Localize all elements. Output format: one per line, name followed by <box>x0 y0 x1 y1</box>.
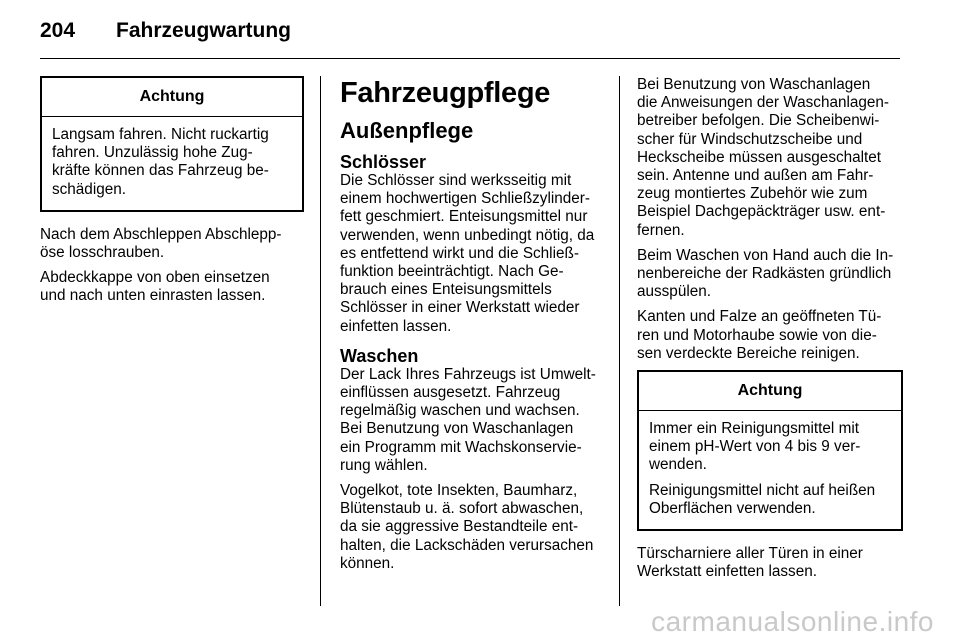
paragraph: Kanten und Falze an geöffneten Tü- ren und Motorhaube sowie von die- sen verdeckte Bereiche reinigen. <box>637 308 882 362</box>
right-column <box>637 76 903 588</box>
warning-title: Achtung <box>639 372 901 411</box>
chapter-title: Fahrzeugwartung <box>116 19 292 42</box>
paragraph: Türscharniere aller Türen in einer Werkstatt einfetten lassen. <box>637 545 863 581</box>
warning-body <box>639 411 901 529</box>
topic-heading-locks: Schlösser <box>340 152 427 172</box>
column-divider <box>320 76 321 606</box>
warning-body <box>42 117 302 210</box>
paragraph: Vogelkot, tote Insekten, Baumharz, Blütenstaub u. ä. sofort abwaschen, da sie aggressive Bestandteile ent- halten, die Lackschäden verursachen können. <box>340 482 594 572</box>
watermark: carmanualsonline.info <box>651 606 934 637</box>
section-heading: Fahrzeugpflege <box>340 77 551 109</box>
paragraph: Bei Benutzung von Waschanlagen die Anweisungen der Waschanlagen- betreiber befolgen. Die Scheibenwi- scher für Windschutzscheibe und Heckscheibe müssen ausgeschaltet sein. Antenne und außen am Fahr- zeug montiertes Zubehör wie zum Beispiel Dachgepäckträger usw. ent- fernen. <box>637 76 889 239</box>
paragraph: Abdeckkappe von oben einsetzen und nach unten einrasten lassen. <box>40 269 270 305</box>
topic-heading-washing: Waschen <box>340 345 419 366</box>
warning-text: Immer ein Reinigungsmittel mit einem pH-Wert von 4 bis 9 ver- wenden. <box>649 420 861 474</box>
paragraph: Nach dem Abschleppen Abschlepp- öse losschrauben. <box>40 225 282 262</box>
left-column <box>40 76 304 313</box>
warning-text: Langsam fahren. Nicht ruckartig fahren. Unzulässig hohe Zug- kräfte können das Fahrzeug be- schädigen. <box>52 126 269 198</box>
warning-box <box>40 76 304 212</box>
warning-text: Reinigungsmittel nicht auf heißen Oberflächen verwenden. <box>649 481 876 517</box>
page-header <box>40 14 291 48</box>
header-rule <box>40 58 900 59</box>
paragraph: Der Lack Ihres Fahrzeugs ist Umwelt- einflüssen ausgesetzt. Fahrzeug regelmäßig waschen und wachsen. Bei Benutzung von Waschanlagen ein Programm mit Wachskonservie- rung wählen. <box>340 365 596 474</box>
middle-column <box>340 76 605 580</box>
subsection-heading: Außenpflege <box>340 118 474 143</box>
column-divider <box>619 76 620 606</box>
warning-box <box>637 370 903 531</box>
paragraph: Beim Waschen von Hand auch die In- nenbereiche der Radkästen gründlich ausspülen. <box>637 246 894 301</box>
warning-title: Achtung <box>42 78 302 117</box>
page-number: 204 <box>40 19 76 42</box>
paragraph: Die Schlösser sind werksseitig mit einem hochwertigen Schließzylinder- fett geschmiert. Enteisungsmittel nur verwenden, wenn unbedingt nötig, da es entfettend wirkt und die Schließ- funktion beeinträchtigt. Nach Ge- brauch eines Enteisungsmittels Schlösser in einer Werkstatt wieder einfetten lassen. <box>340 172 595 335</box>
